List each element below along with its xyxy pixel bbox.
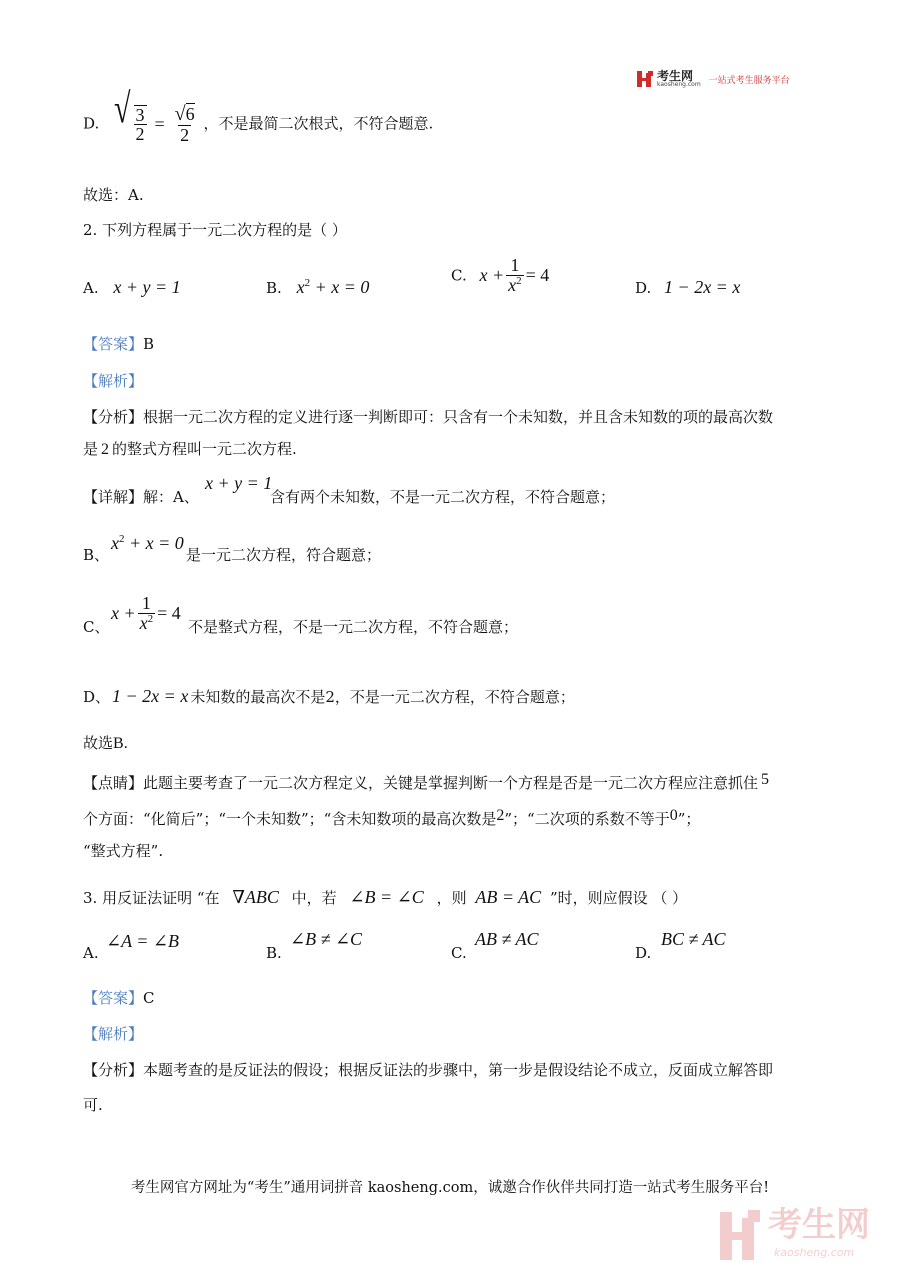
detail-d-line: [83, 686, 575, 708]
text: 3. 用反证法证明 “在: [83, 889, 220, 907]
question-3: [83, 887, 687, 909]
q3-option-b-math: ∠B ≠ ∠C: [290, 929, 363, 949]
number: 5: [761, 771, 770, 788]
logo-slogan: 一站式考生服务平台: [708, 75, 790, 86]
detail-a-label: 【详解】解：A、: [83, 488, 199, 506]
frac-numerator: 1: [510, 255, 520, 275]
text: ，则: [436, 889, 467, 907]
analysis-line-1: 【分析】根据一元二次方程的定义进行逐一判断即可：只含有一个未知数，并且含未知数的项的最高次数: [83, 408, 774, 426]
math-rest: + x = 0: [310, 277, 370, 297]
math-rest: + x = 0: [124, 533, 184, 553]
logo-icon: [637, 71, 653, 87]
option-d-sqrt-line: D. √ $\frac{3}{2}$ = $\frac{√6}{2}$ ，不是最简二次根式，不符合题意.: [83, 85, 434, 145]
detail-d-text: 未知数的最高次不是2，不是一元二次方程，不符合题意；: [190, 688, 575, 706]
question-2: 2. 下列方程属于一元二次方程的是（ ）: [83, 221, 347, 239]
math-exponent: 2: [119, 533, 125, 545]
frac-denominator: 2: [135, 124, 145, 145]
detail-c-label: C、: [83, 618, 110, 636]
number: 2: [101, 441, 110, 458]
detail-b-math: [111, 533, 184, 555]
text: 的整式方程叫一元二次方程.: [112, 440, 297, 458]
option-math: x + y = 1: [113, 277, 181, 297]
frac-numerator: 3: [135, 104, 145, 125]
math-exponent: 2: [304, 277, 311, 289]
math-rest: = 4: [525, 264, 550, 285]
watermark-subtext: kaosheng.com: [774, 1246, 855, 1259]
detail-b-text: 是一元二次方程，符合题意；: [186, 546, 382, 564]
detail-c-math: [111, 594, 181, 633]
text: 个方面：“化简后”；“一个未知数”；“含未知数项的最高次数是: [83, 810, 497, 828]
math-base: x: [296, 277, 305, 297]
q3-option-d-math: BC ≠ AC: [661, 929, 726, 949]
watermark-icon: [718, 1208, 762, 1264]
math-rest: = 4: [157, 602, 181, 623]
watermark-logo: [718, 1205, 878, 1264]
math-x: x +: [111, 602, 136, 623]
q3-option-c-label: C.: [451, 944, 467, 962]
triangle-math: ∇ABC: [232, 887, 279, 907]
analysis-line-2: [83, 440, 297, 459]
answer-tag: 【答案】: [83, 335, 144, 353]
text: ”；“二次项的系数不等于: [504, 810, 670, 828]
q2-option-c: [451, 256, 549, 295]
conclusion-math: AB = AC: [475, 887, 542, 907]
q3-option-a-math: ∠A = ∠B: [106, 931, 179, 951]
text: 中，若: [291, 889, 337, 907]
comment-line-3: “整式方程”.: [83, 842, 164, 860]
option-label: A.: [83, 279, 99, 297]
text: ”；: [677, 810, 701, 828]
text: 故选: [83, 734, 114, 752]
q2-option-a: [83, 277, 181, 299]
comment-line-2: [83, 806, 700, 828]
header-logo: [637, 70, 790, 88]
answer-value: B.: [113, 735, 128, 752]
detail-a-text: 含有两个未知数，不是一元二次方程，不符合题意；: [270, 488, 616, 506]
detail-d-math: 1 − 2x = x: [112, 686, 189, 706]
detail-b-label: B、: [83, 546, 110, 564]
text: ”时，则应假设 （ ）: [549, 889, 688, 907]
option-label: D.: [635, 279, 652, 297]
text: 是: [83, 440, 99, 458]
logo-brand: 考生网 kaosheng.com: [657, 69, 701, 88]
frac-numerator: 1: [141, 593, 151, 613]
choose-b: [83, 734, 128, 753]
math-exponent: 2: [147, 612, 154, 625]
detail-a-math: x + y = 1: [205, 473, 273, 493]
detail-c-text: 不是整式方程，不是一元二次方程，不符合题意；: [188, 618, 519, 636]
analysis-3-line-1: 【分析】本题考查的是反证法的假设；根据反证法的步骤中，第一步是假设结论不成立，反面成立解答即: [83, 1061, 774, 1079]
option-d-text: ，不是最简二次根式，不符合题意.: [203, 114, 434, 133]
answer-3: [83, 989, 155, 1007]
number: 2: [496, 807, 505, 824]
number: 0: [669, 807, 678, 824]
frac-denominator: 2: [180, 125, 190, 145]
math-base: x: [508, 274, 517, 295]
math-base: x: [139, 612, 148, 633]
math-x: x +: [479, 264, 505, 285]
math-exponent: 2: [516, 274, 522, 287]
q3-option-d-label: D.: [635, 944, 652, 962]
q3-option-b-label: B.: [266, 944, 282, 962]
option-label: D.: [83, 114, 100, 133]
analysis-3-line-2: 可.: [83, 1096, 103, 1114]
analysis-tag-3: 【解析】: [83, 1025, 144, 1043]
detail-d-label: D、: [83, 688, 111, 706]
option-label: C.: [451, 266, 467, 285]
option-math: 1 − 2x = x: [664, 277, 741, 297]
watermark-text: 考生网: [768, 1205, 870, 1245]
answer-tag: 【答案】: [83, 989, 144, 1007]
answer-2: [83, 335, 154, 353]
comment-line-1: [83, 770, 769, 792]
analysis-tag: 【解析】: [83, 372, 144, 390]
q3-option-c-math: AB ≠ AC: [475, 929, 539, 949]
answer-value: C: [143, 989, 155, 1007]
equals-sign: =: [154, 113, 165, 134]
q2-option-d: [635, 277, 740, 299]
option-label: B.: [266, 279, 282, 297]
math-base: x: [111, 533, 119, 553]
choose-a: 故选：A.: [83, 186, 144, 204]
answer-value: B: [143, 335, 155, 353]
condition-math: ∠B = ∠C: [349, 887, 424, 907]
frac-numerator: 6: [185, 104, 195, 124]
footer-text: 考生网官方网址为“考生”通用词拼音 kaosheng.com，诚邀合作伙伴共同打造一站式考生服务平台!: [130, 1180, 770, 1196]
text: 【点睛】此题主要考查了一元二次方程定义，关键是掌握判断一个方程是否是一元二次方程应注意抓住: [83, 774, 759, 792]
q3-option-a-label: A.: [83, 944, 99, 962]
q2-option-b: [266, 277, 369, 299]
